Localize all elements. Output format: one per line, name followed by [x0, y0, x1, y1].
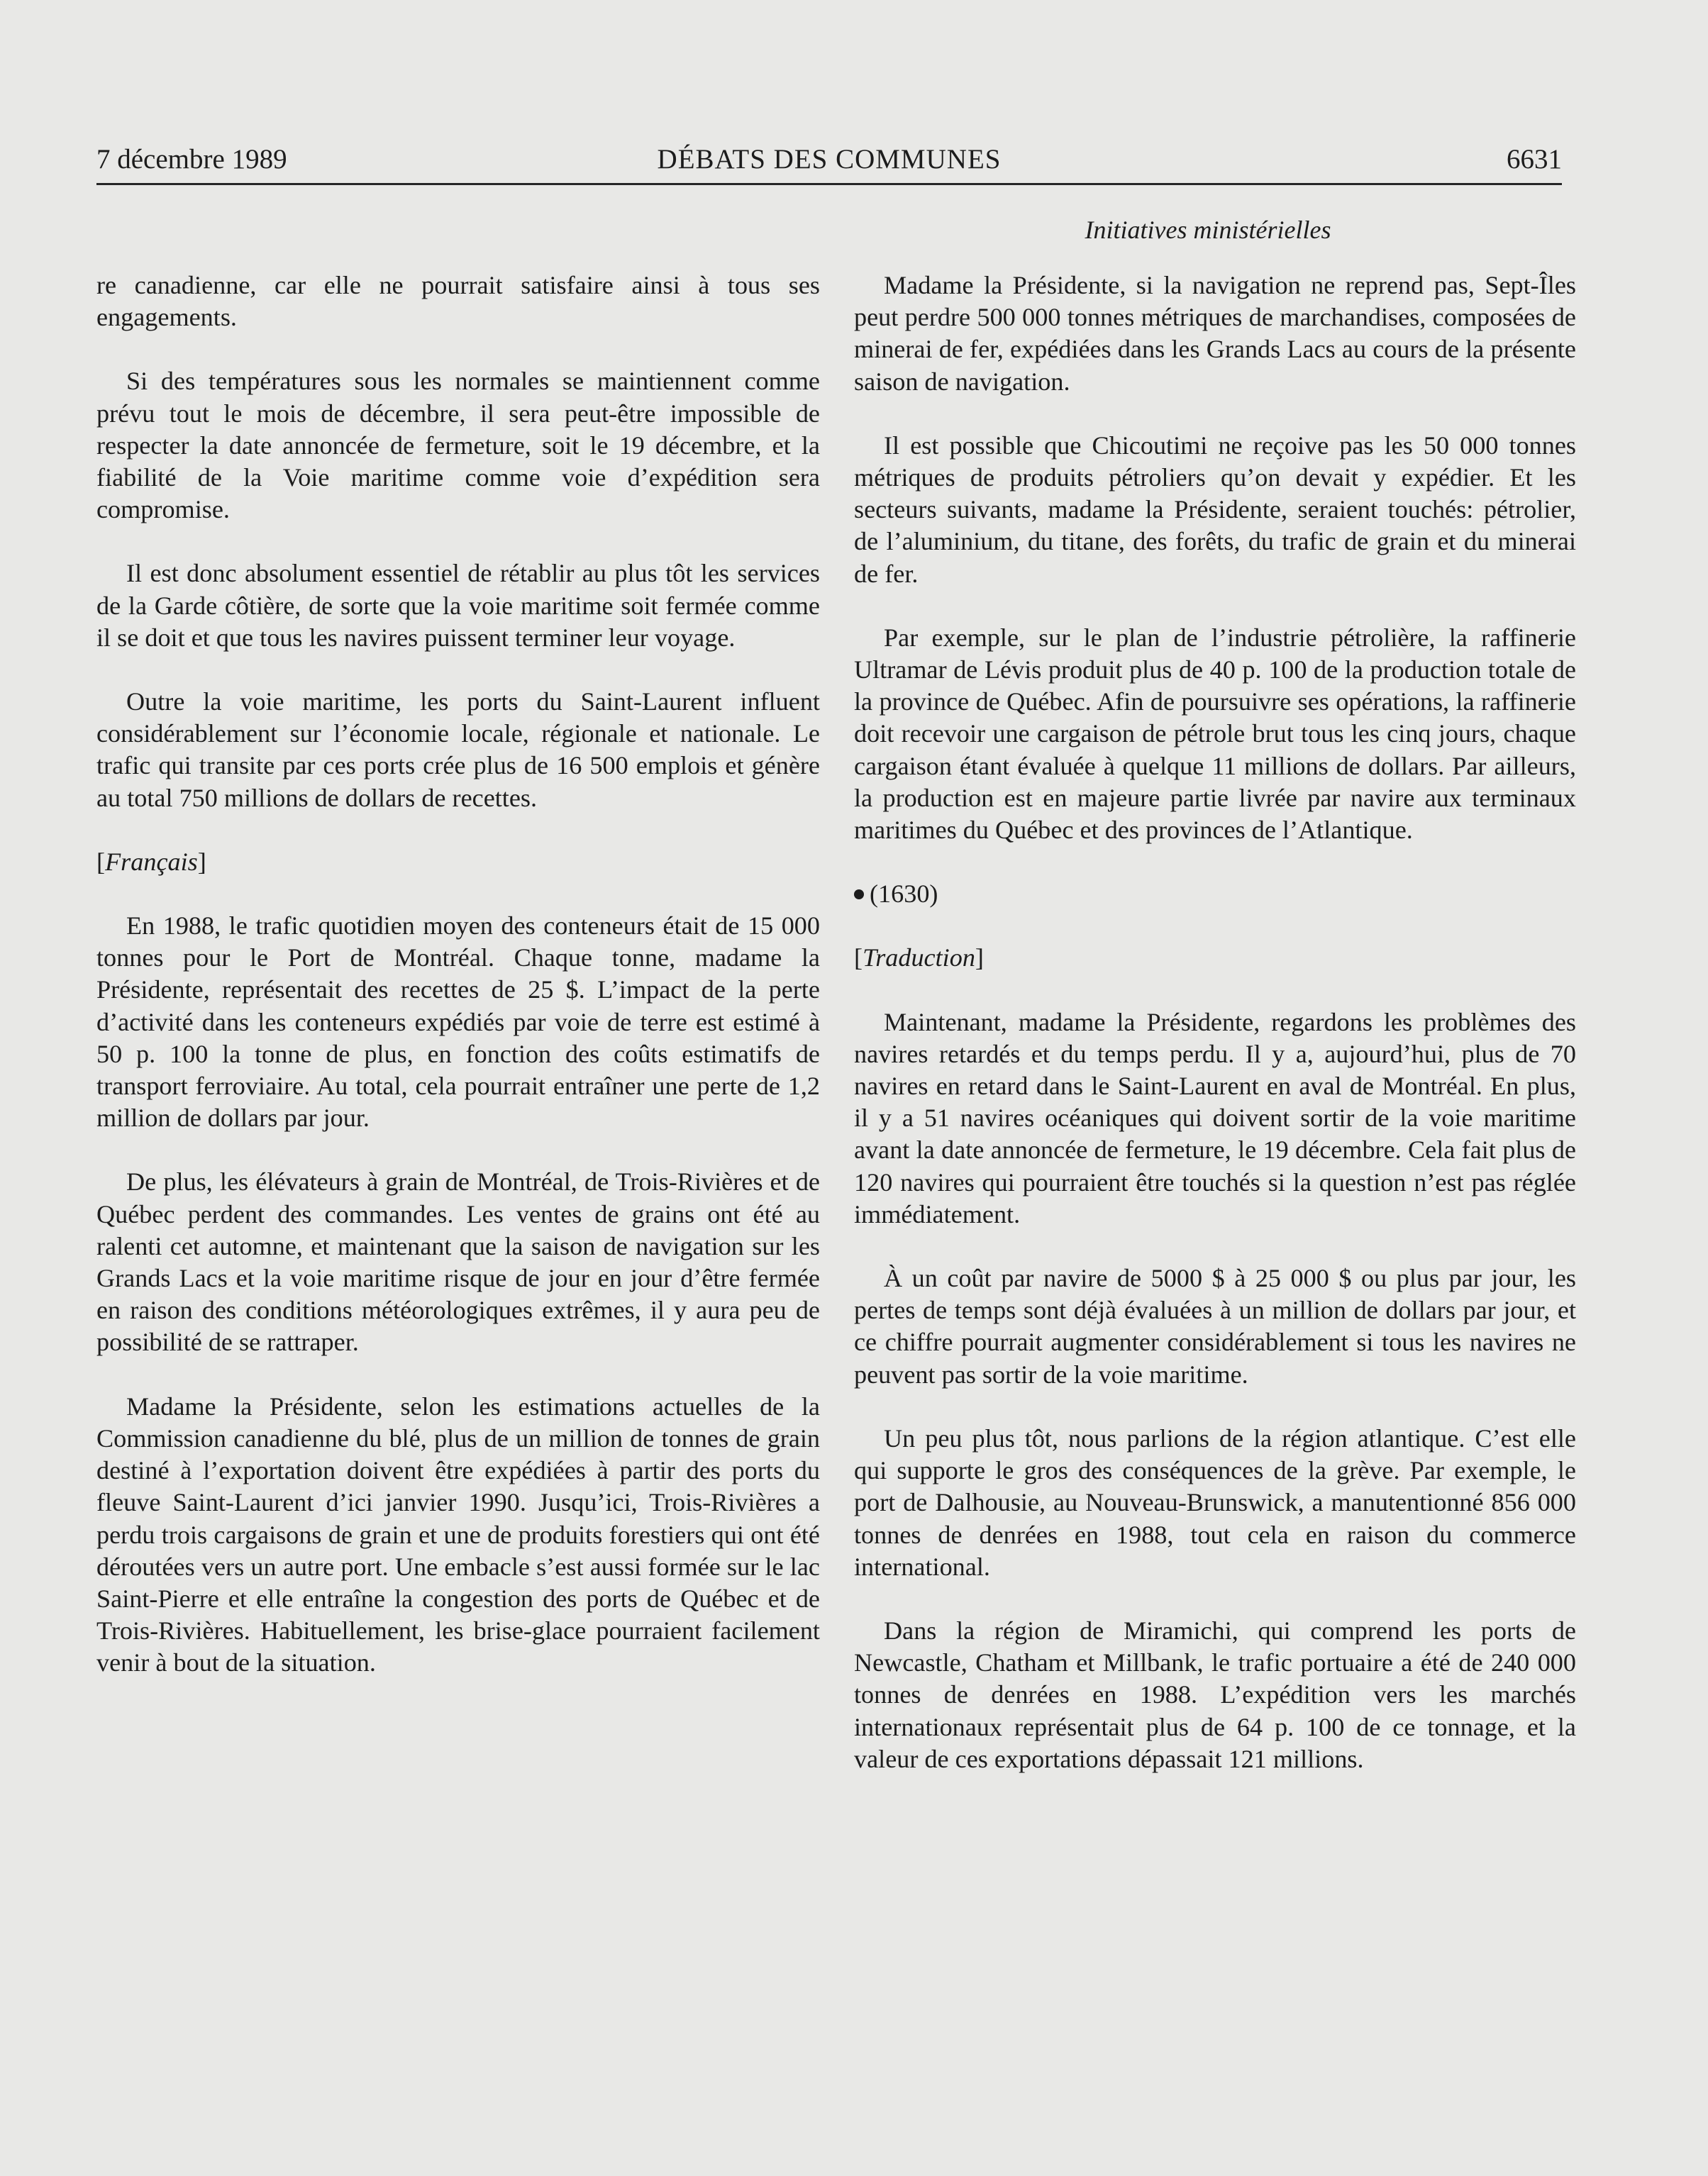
left-column — [96, 270, 820, 1711]
language-tag: [Traduction] — [854, 943, 984, 972]
paragraph: Un peu plus tôt, nous parlions de la région atlantique. C’est elle qui supporte le gros des conséquences de la grève. Par exemple, le port de Dalhousie, au Nouveau-Brunswick, a manutentionné 856 000 tonnes de denrées en 1988, tout cela en raison du commerce international. — [854, 1423, 1576, 1581]
page-header — [96, 142, 1562, 185]
paragraph: Madame la Présidente, selon les estimations actuelles de la Commission canadienne du blé, plus de un million de tonnes de grain destiné à l’exportation doivent être expédiées à partir des ports du fleuve Saint-Laurent d’ici janvier 1990. Jusqu’ici, Trois-Rivières a perdu trois cargaisons de grain et une de produits forestiers qui ont été déroutées vers un autre port. Une embacle s’est aussi formée sur le lac Saint-Pierre et elle entraîne la congestion des ports de Québec et de Trois-Rivières. Habituellement, les brise-glace pourraient facilement venir à bout de la situation. — [96, 1392, 820, 1677]
paragraph: À un coût par navire de 5000 $ à 25 000 $ ou plus par jour, les pertes de temps sont déjà évaluées à un million de dollars par jour, et ce chiffre pourrait augmenter considérablement si tous les navires ne peuvent pas sortir de la voie maritime. — [854, 1264, 1576, 1389]
header-page-number: 6631 — [1507, 144, 1562, 174]
paragraph: Maintenant, madame la Présidente, regardons les problèmes des navires retardés et du temps perdu. Il y a, aujourd’hui, plus de 70 navires en retard dans le Saint-Laurent en aval de Montréal. En plus, il y a 51 navires océaniques qui doivent sortir de la voie maritime avant la date annoncée de fermeture, le 19 décembre. Cela fait plus de 120 navires qui pourraient être touchés si la question n’est pas réglée immédiatement. — [854, 1007, 1576, 1228]
section-label: Initiatives ministérielles — [1085, 216, 1331, 244]
language-tag: [Français] — [96, 847, 206, 876]
paragraph: En 1988, le trafic quotidien moyen des conteneurs était de 15 000 tonnes pour le Port de Montréal. Chaque tonne, madame la Présidente, représentait des recettes de 25 $. L’impact de la perte d’activité dans les conteneurs expédiés par voie de terre est estimé à 50 p. 100 la tonne de plus, en fonction des coûts estimatifs de transport ferroviaire. Au total, cela pourrait entraîner une perte de 1,2 million de dollars par jour. — [96, 911, 820, 1133]
language-tag-label: Français — [105, 847, 198, 876]
bullet-icon — [854, 889, 864, 899]
paragraph: Il est donc absolument essentiel de rétablir au plus tôt les services de la Garde côtière, de sorte que la voie maritime soit fermée comme il se doit et que tous les navires puissent terminer leur voyage. — [96, 559, 820, 652]
paragraph: Dans la région de Miramichi, qui comprend les ports de Newcastle, Chatham et Millbank, le trafic portuaire a été de 240 000 tonnes de denrées en 1988. L’expédition vers les marchés internationaux représentait plus de 64 p. 100 de ce tonnage, et la valeur de ces exportations dépassait 121 millions. — [854, 1616, 1576, 1773]
timestamp — [854, 878, 1576, 910]
paragraph: De plus, les élévateurs à grain de Montréal, de Trois-Rivières et de Québec perdent des commandes. Les ventes de grains ont été au ralenti cet automne, et maintenant que la saison de navigation sur les Grands Lacs et la voie maritime risque de jour en jour d’être fermée en raison des conditions météorologiques extrêmes, il y aura peu de possibilité de se rattraper. — [96, 1167, 820, 1357]
language-tag-label: Traduction — [863, 943, 975, 972]
timestamp-text: (1630) — [870, 879, 938, 909]
paragraph: Si des températures sous les normales se maintiennent comme prévu tout le mois de décembre, il sera peut-être impossible de respecter la date annoncée de fermeture, soit le 19 décembre, et la fiabilité de la Voie maritime comme voie d’expédition sera compromise. — [96, 367, 820, 524]
paragraph: Il est possible que Chicoutimi ne reçoive pas les 50 000 tonnes métriques de produits pétroliers qu’on devait y expédier. Et les secteurs suivants, madame la Présidente, seraient touchés: pétrolier, de l’aluminium, du titane, des forêts, du trafic de grain et du minerai de fer. — [854, 431, 1576, 588]
header-date: 7 décembre 1989 — [96, 144, 287, 174]
paragraph: Madame la Présidente, si la navigation ne reprend pas, Sept-Îles peut perdre 500 000 tonnes métriques de marchandises, composées de minerai de fer, expédiées dans les Grands Lacs au cours de la présente saison de navigation. — [854, 271, 1576, 396]
header-journal-title: DÉBATS DES COMMUNES — [657, 144, 1002, 174]
paragraph: re canadienne, car elle ne pourrait satisfaire ainsi à tous ses engagements. — [96, 271, 820, 332]
right-column — [854, 270, 1576, 1807]
paragraph: Outre la voie maritime, les ports du Saint-Laurent influent considérablement sur l’économie locale, régionale et nationale. Le trafic qui transite par ces ports crée plus de 16 500 emplois et génère au total 750 millions de dollars de recettes. — [96, 687, 820, 812]
paragraph: Par exemple, sur le plan de l’industrie pétrolière, la raffinerie Ultramar de Lévis produit plus de 40 p. 100 de la production totale de la province de Québec. Afin de poursuivre ses opérations, la raffinerie doit recevoir une cargaison de pétrole brut tous les cinq jours, chaque cargaison étant évaluée à quelque 11 millions de dollars. Par ailleurs, la production est en majeure partie livrée par navire aux terminaux maritimes du Québec et des provinces de l’Atlantique. — [854, 623, 1576, 845]
